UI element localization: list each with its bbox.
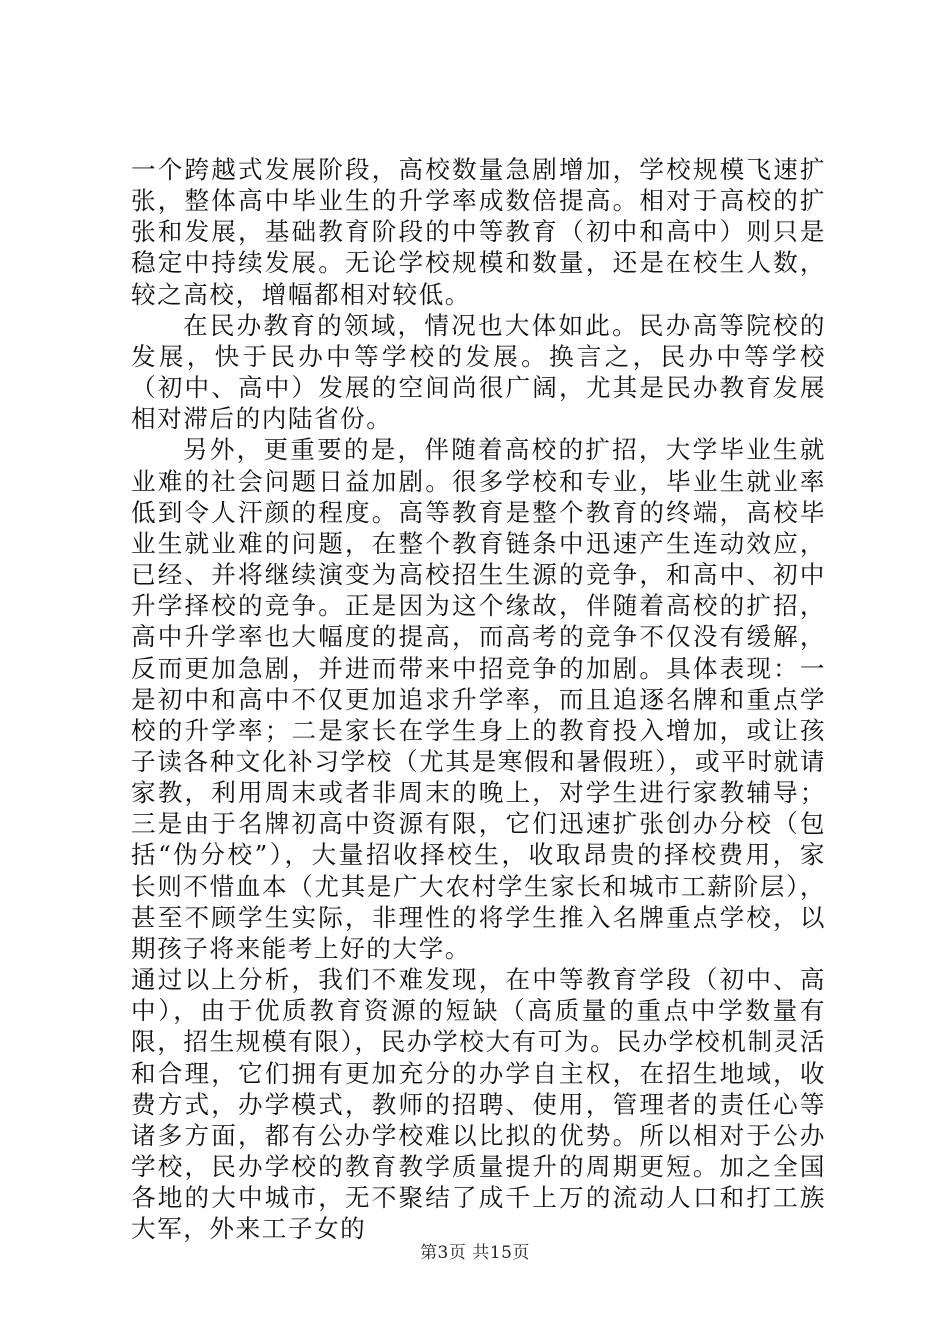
paragraph-3: 另外，更重要的是，伴随着高校的扩招，大学毕业生就业难的社会问题日益加剧。很多学校和专业，毕业生就业率低到令人汗颜的程度。高等教育是整个教育的终端，高校毕业生就业难的问题，在整个教育链条中迅速产生连动效应，已经、并将继续演变为高校招生生源的竞争，和高中、初中升学择校的竞争。正是因为这个缘故，伴随着高校的扩招，高中升学率也大幅度的提高，而高考的竞争不仅没有缓解，反而更加急剧，并进而带来中招竞争的加剧。具体表现：一是初中和高中不仅更加追求升学率，而且追逐名牌和重点学校的升学率；二是家长在学生身上的教育投入增加，或让孩子读各种文化补习学校（尤其是寒假和暑假班），或平时就请家教，利用周末或者非周末的晚上，对学生进行家教辅导；三是由于名牌初高中资源有限，它们迅速扩张创办分校（包括“伪分校”），大量招收择校生，收取昂贵的择校费用，家长则不惜血本（尤其是广大农村学生家长和城市工薪阶层），甚至不顾学生实际，非理性的将学生推入名牌重点学校，以期孩子将来能考上好的大学。 [131,435,826,963]
paragraph-4: 通过以上分析，我们不难发现，在中等教育学段（初中、高中），由于优质教育资源的短缺（高质量的重点中学数量有限，招生规模有限），民办学校大有可为。民办学校机制灵活和合理，它们拥有更加充分的办学自主权，在招生地域，收费方式，办学模式，教师的招聘、使用，管理者的责任心等诸多方面，都有公办学校难以比拟的优势。所以相对于公办学校，民办学校的教育教学质量提升的周期更短。加之全国各地的大中城市，无不聚结了成千上万的流动人口和打工族大军，外来工子女的 [131,965,826,1244]
page-number-footer: 第3页 共15页 [420,1243,530,1263]
paragraph-2: 在民办教育的领域，情况也大体如此。民办高等院校的发展，快于民办中等学校的发展。换言之，民办中等学校（初中、高中）发展的空间尚很广阔，尤其是民办教育发展相对滞后的内陆省份。 [131,310,826,434]
paragraph-1: 一个跨越式发展阶段，高校数量急剧增加，学校规模飞速扩张，整体高中毕业生的升学率成数倍提高。相对于高校的扩张和发展，基础教育阶段的中等教育（初中和高中）则只是稳定中持续发展。无论学校规模和数量，还是在校生人数，较之高校，增幅都相对较低。 [131,155,826,309]
body-text [131,154,826,1244]
